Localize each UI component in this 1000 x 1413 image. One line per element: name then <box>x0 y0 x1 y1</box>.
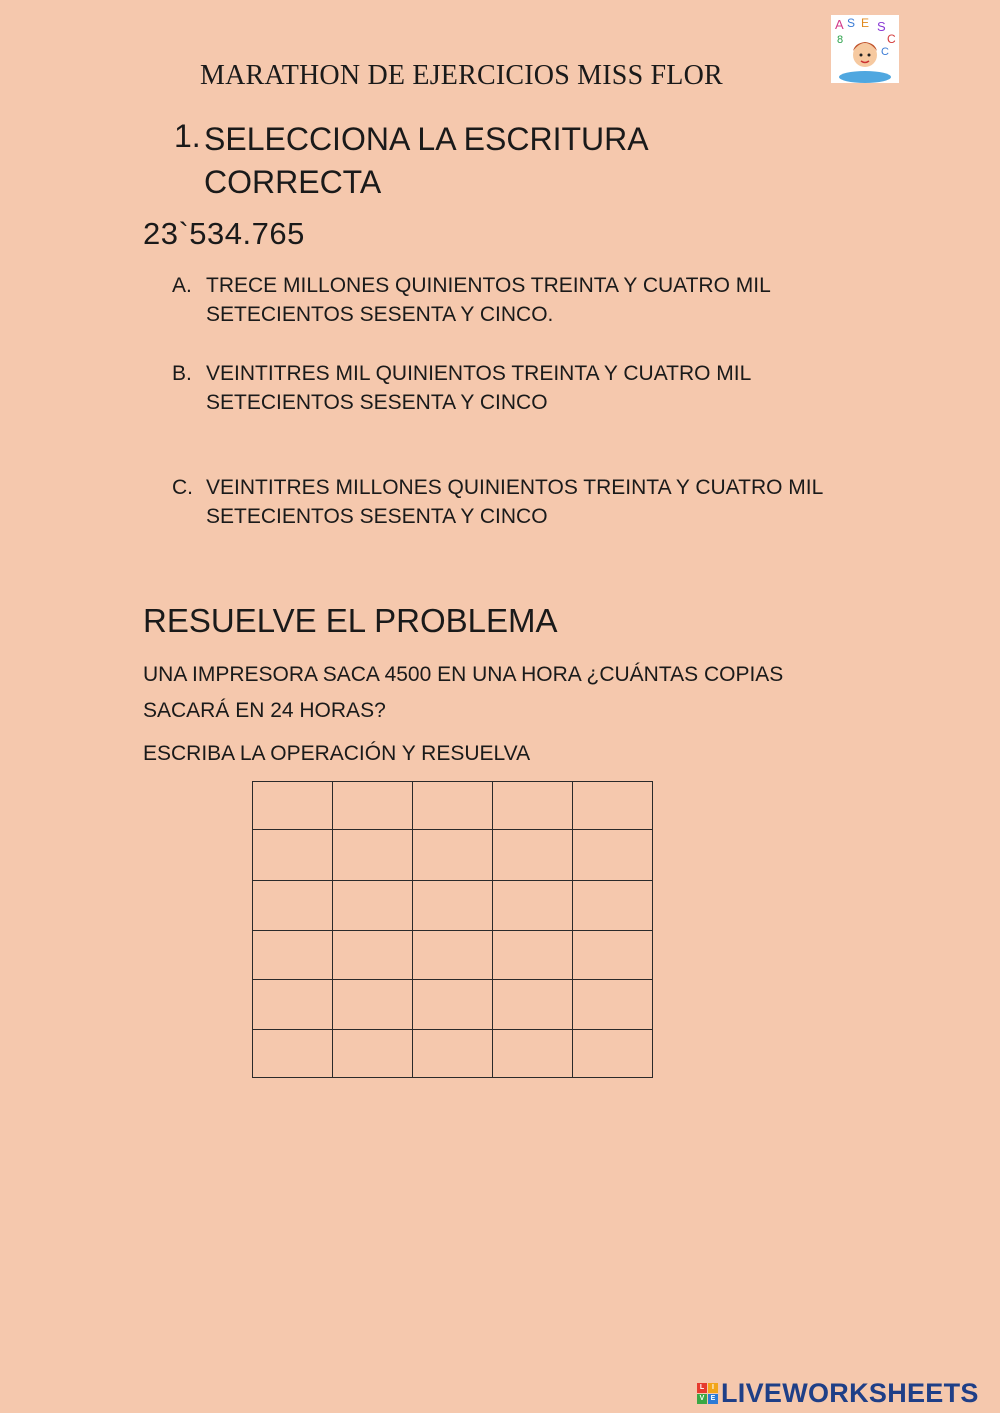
option-letter: A. <box>172 274 192 297</box>
option-text: VEINTITRES MIL QUINIENTOS TREINTA Y CUATRO MIL SETECIENTOS SESENTA Y CINCO <box>206 362 751 414</box>
option-letter: B. <box>172 362 192 385</box>
grid-cell[interactable] <box>493 1030 573 1078</box>
svg-text:A: A <box>835 17 844 32</box>
option-c[interactable] <box>172 473 872 531</box>
grid-cell[interactable] <box>333 1030 413 1078</box>
option-b[interactable] <box>172 359 872 417</box>
grid-row <box>253 980 653 1030</box>
question-text: SELECCIONA LA ESCRITURA CORRECTA <box>204 121 647 200</box>
grid-cell[interactable] <box>493 830 573 881</box>
grid-cell[interactable] <box>493 881 573 931</box>
grid-row <box>253 782 653 830</box>
svg-text:C: C <box>887 32 896 46</box>
grid-cell[interactable] <box>253 1030 333 1078</box>
section-title: RESUELVE EL PROBLEMA <box>143 602 558 639</box>
svg-text:C: C <box>881 46 889 58</box>
option-a[interactable] <box>172 271 872 329</box>
option-text: VEINTITRES MILLONES QUINIENTOS TREINTA Y CUATRO MIL SETECIENTOS SESENTA Y CINCO <box>206 476 823 528</box>
grid-row <box>253 830 653 881</box>
grid-cell[interactable] <box>333 830 413 881</box>
question-number-value: 23`534.765 <box>143 216 305 251</box>
option-text: TRECE MILLONES QUINIENTOS TREINTA Y CUATRO MIL SETECIENTOS SESENTA Y CINCO. <box>206 274 770 326</box>
grid-cell[interactable] <box>253 931 333 980</box>
answer-grid <box>252 781 653 1078</box>
grid-cell[interactable] <box>413 980 493 1030</box>
grid-cell[interactable] <box>573 1030 653 1078</box>
svg-text:8: 8 <box>837 34 844 46</box>
option-letter: C. <box>172 476 193 499</box>
badge-letter: L <box>697 1383 707 1393</box>
grid-cell[interactable] <box>413 782 493 830</box>
grid-cell[interactable] <box>493 782 573 830</box>
grid-cell[interactable] <box>333 980 413 1030</box>
badge-letter: E <box>708 1394 718 1404</box>
grid-cell[interactable] <box>573 881 653 931</box>
grid-cell[interactable] <box>333 782 413 830</box>
alphabet-girl-logo-icon <box>831 15 899 83</box>
grid-cell[interactable] <box>333 881 413 931</box>
grid-cell[interactable] <box>573 830 653 881</box>
svg-text:S: S <box>847 16 856 30</box>
grid-cell[interactable] <box>253 881 333 931</box>
question-number: 1. <box>174 118 201 154</box>
grid-cell[interactable] <box>413 881 493 931</box>
grid-cell[interactable] <box>413 931 493 980</box>
problem-instruction: ESCRIBA LA OPERACIÓN Y RESUELVA <box>143 742 531 765</box>
svg-text:E: E <box>861 16 870 30</box>
grid-cell[interactable] <box>333 931 413 980</box>
grid-cell[interactable] <box>413 830 493 881</box>
brand-name: LIVEWORKSHEETS <box>721 1377 979 1408</box>
grid-cell[interactable] <box>253 782 333 830</box>
grid-cell[interactable] <box>573 980 653 1030</box>
grid-cell[interactable] <box>573 782 653 830</box>
grid-cell[interactable] <box>253 980 333 1030</box>
problem-text: UNA IMPRESORA SACA 4500 EN UNA HORA ¿CUÁNTAS COPIAS SACARÁ EN 24 HORAS? <box>143 663 784 722</box>
grid-cell[interactable] <box>573 931 653 980</box>
grid-cell[interactable] <box>493 980 573 1030</box>
badge-letter: I <box>708 1383 718 1393</box>
grid-cell[interactable] <box>493 931 573 980</box>
grid-cell[interactable] <box>413 1030 493 1078</box>
grid-row <box>253 881 653 931</box>
liveworksheets-brand[interactable] <box>697 1376 979 1410</box>
document-title: MARATHON DE EJERCICIOS MISS FLOR <box>200 60 723 91</box>
svg-text:S: S <box>877 19 886 34</box>
grid-row <box>253 931 653 980</box>
grid-cell[interactable] <box>253 830 333 881</box>
liveworksheets-logo-icon <box>697 1383 718 1404</box>
badge-letter: V <box>697 1394 707 1404</box>
grid-row <box>253 1030 653 1078</box>
